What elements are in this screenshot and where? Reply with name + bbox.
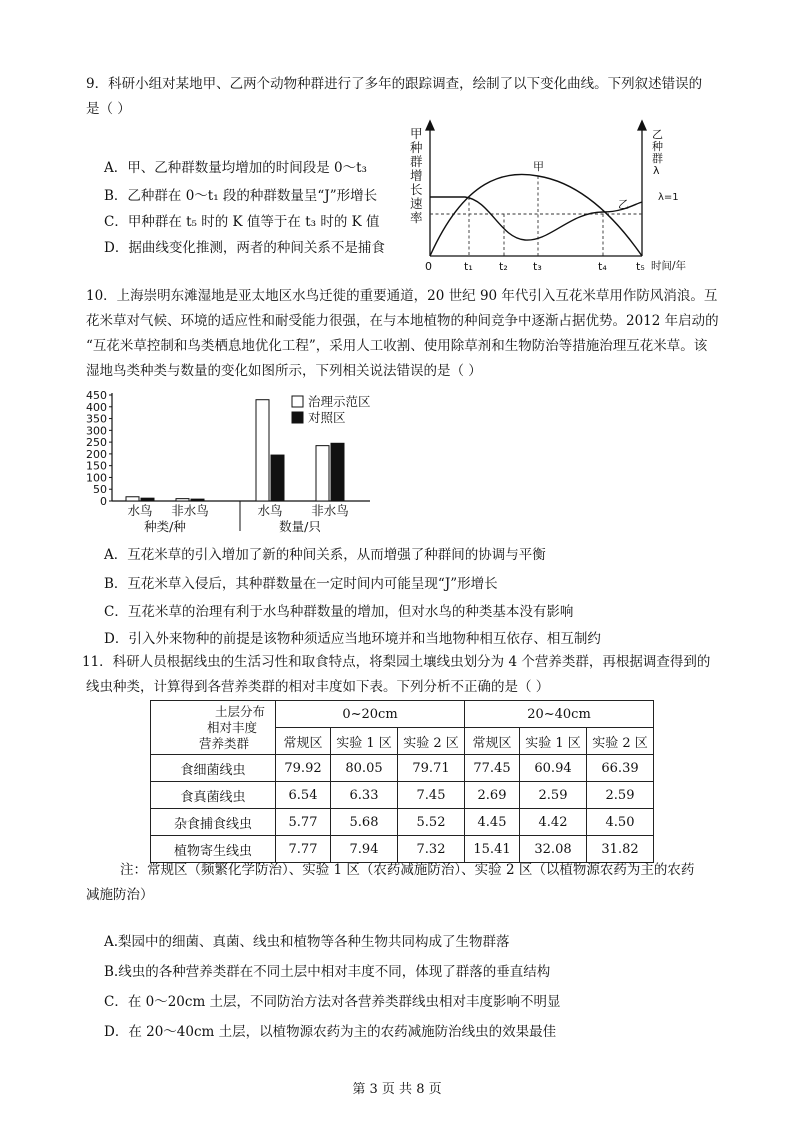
q10-option-a[interactable]: A．互花米草的引入增加了新的种间关系，从而增强了种群间的协调与平衡 (104, 547, 546, 563)
q9-option-b[interactable]: B．乙种群在 0～t₁ 段的种群数量呈“J”形增长 (104, 188, 378, 204)
cell: 4.45 (465, 809, 520, 836)
q9-y-left-label-3: 增 (410, 168, 423, 183)
y-tick-label: 150 (86, 459, 107, 473)
cell: 7.45 (398, 782, 465, 809)
bar-control (191, 499, 204, 501)
q9-curve-chart (405, 118, 705, 278)
q11-stem-line1: 11．科研人员根据线虫的生活习性和取食特点，将梨园土壤线虫划分为 4 个营养类群，再根据调查得到的 (82, 654, 711, 670)
corner-line-1: 土层分布 (214, 703, 265, 719)
cell: 7.77 (276, 836, 331, 863)
cell: 5.52 (398, 809, 465, 836)
page-footer: 第 3 页 共 8 页 (352, 1082, 442, 1097)
q9-y-left-label-6: 率 (410, 210, 423, 225)
legend-swatch (292, 396, 303, 407)
y-tick-label: 50 (93, 483, 107, 497)
x-category-label: 水鸟 (257, 503, 283, 518)
bar-treated (316, 446, 329, 501)
q9-y-left-label-0: 甲 (410, 126, 423, 141)
group-label: 种类/种 (144, 519, 186, 534)
q10-bar-chart (80, 388, 400, 538)
table-row (151, 809, 654, 836)
x-category-label: 水鸟 (127, 503, 153, 518)
q10-option-d[interactable]: D．引入外来物种的前提是该物种须适应当地环境并和当地物种相互依存、相互制约 (104, 631, 601, 647)
bar-treated (176, 499, 189, 501)
table-row (151, 755, 654, 782)
q11-stem-line2: 线虫种类，计算得到各营养类群的相对丰度如下表。下列分析不正确的是（ ） (86, 679, 550, 695)
bar-treated (126, 497, 139, 501)
cell: 31.82 (587, 836, 654, 863)
q9-option-a[interactable]: A．甲、乙种群数量均增加的时间段是 0～t₃ (104, 160, 367, 176)
row-name: 杂食捕食线虫 (151, 809, 276, 836)
legend-label: 对照区 (308, 410, 346, 425)
cell: 7.94 (331, 836, 398, 863)
subcol-5: 实验 2 区 (587, 728, 654, 755)
cell: 5.77 (276, 809, 331, 836)
cell: 60.94 (520, 755, 587, 782)
cell: 66.39 (587, 755, 654, 782)
cell: 2.59 (520, 782, 587, 809)
subcol-2: 实验 2 区 (398, 728, 465, 755)
legend-label: 治理示范区 (308, 394, 371, 409)
x-category-label: 非水鸟 (171, 503, 209, 518)
y-tick-label: 100 (86, 471, 107, 485)
q9-x-tick-t2: t₂ (499, 260, 508, 273)
y-tick-label: 400 (86, 400, 107, 414)
q9-y-left-label-5: 速 (410, 196, 423, 211)
q10-stem-line4: 湿地鸟类种类与数量的变化如图所示，下列相关说法错误的是（ ） (86, 363, 482, 379)
bar-treated (256, 400, 269, 501)
cell: 2.69 (465, 782, 520, 809)
q9-x-tick-t1: t₁ (464, 260, 473, 273)
q9-stem-line2: 是（ ） (86, 101, 131, 117)
bar-control (271, 455, 284, 501)
q9-curve-jia-label: 甲 (533, 160, 544, 173)
q9-x-axis-label: 时间/年 (651, 260, 687, 272)
q9-stem-line1: 9．科研小组对某地甲、乙两个动物种群进行了多年的跟踪调查，绘制了以下变化曲线。下列叙述错误的 (86, 76, 703, 92)
corner-line-3: 营养类群 (198, 735, 249, 751)
x-category-label: 非水鸟 (311, 503, 349, 518)
row-name: 食细菌线虫 (151, 755, 276, 782)
cell: 79.71 (398, 755, 465, 782)
q10-option-b[interactable]: B．互花米草入侵后，其种群数量在一定时间内可能呈现“J”形增长 (104, 576, 498, 592)
layer-header-0-20: 0~20cm (276, 701, 465, 728)
q9-origin: 0 (425, 260, 432, 273)
q10-stem-line2: 花米草对气候、环境的适应性和耐受能力很强，在与本地植物的种间竞争中逐渐占据优势。2012 年启动的 (86, 313, 719, 329)
q9-x-tick-t3: t₃ (533, 260, 542, 273)
y-tick-label: 300 (86, 424, 107, 438)
subcol-3: 常规区 (465, 728, 520, 755)
q10-stem-line1: 10．上海崇明东滩湿地是亚太地区水鸟迁徙的重要通道，20 世纪 90 年代引入互花米草用作防风消浪。互 (86, 288, 718, 304)
cell: 79.92 (276, 755, 331, 782)
q9-y-right-label-2: 群 (652, 152, 663, 165)
y-tick-label: 450 (86, 389, 107, 402)
cell: 2.59 (587, 782, 654, 809)
table-row (151, 782, 654, 809)
q11-data-table (150, 700, 654, 863)
q9-y-left-label-2: 群 (410, 154, 423, 169)
cell: 5.68 (331, 809, 398, 836)
y-tick-label: 350 (86, 412, 107, 426)
corner-line-2: 相对丰度 (206, 719, 257, 735)
q11-option-a[interactable]: A.梨园中的细菌、真菌、线虫和植物等各种生物共同构成了生物群落 (104, 934, 510, 950)
cell: 4.50 (587, 809, 654, 836)
row-name: 植物寄生线虫 (151, 836, 276, 863)
q11-option-c[interactable]: C．在 0～20cm 土层，不同防治方法对各营养类群线虫相对丰度影响不明显 (104, 994, 561, 1010)
q9-x-tick-t4: t₄ (598, 260, 607, 273)
q9-lambda-label: λ=1 (658, 192, 679, 203)
subcol-4: 实验 1 区 (520, 728, 587, 755)
q10-option-c[interactable]: C．互花米草的治理有利于水鸟种群数量的增加，但对水鸟的种类基本没有影响 (104, 604, 574, 620)
cell: 80.05 (331, 755, 398, 782)
cell: 32.08 (520, 836, 587, 863)
q9-curve-jia (430, 174, 642, 256)
q9-right-arrow (638, 121, 646, 130)
q9-x-tick-t5: t₅ (636, 260, 645, 273)
bar-control (141, 498, 154, 501)
cell: 7.32 (398, 836, 465, 863)
cell: 6.33 (331, 782, 398, 809)
q9-left-arrow (426, 121, 434, 130)
subcol-1: 实验 1 区 (331, 728, 398, 755)
row-name: 食真菌线虫 (151, 782, 276, 809)
cell: 4.42 (520, 809, 587, 836)
q11-option-d[interactable]: D．在 20～40cm 土层，以植物源农药为主的农药减施防治线虫的效果最佳 (104, 1024, 557, 1040)
subcol-0: 常规区 (276, 728, 331, 755)
q9-option-d[interactable]: D．据曲线变化推测，两者的种间关系不是捕食 (104, 240, 385, 256)
legend-swatch (292, 412, 303, 423)
cell: 15.41 (465, 836, 520, 863)
q9-y-left-label-4: 长 (410, 182, 423, 197)
y-tick-label: 200 (86, 447, 107, 461)
q9-y-right-label-1: 种 (652, 140, 663, 153)
group-label: 数量/只 (279, 519, 321, 534)
q11-option-b[interactable]: B.线虫的各种营养类群在不同土层中相对丰度不同，体现了群落的垂直结构 (104, 964, 551, 980)
layer-header-20-40: 20~40cm (465, 701, 654, 728)
bar-control (331, 443, 344, 501)
q11-note-line2: 减施防治） (86, 887, 154, 903)
q9-curve-yi-label: 乙 (618, 198, 629, 211)
cell: 77.45 (465, 755, 520, 782)
q9-y-right-label-0: 乙 (652, 128, 663, 141)
q9-y-left-label-1: 种 (410, 140, 423, 155)
q9-y-right-label-3: λ (653, 164, 660, 177)
q11-note-line1: 注：常规区（频繁化学防治）、实验 1 区（农药减施防治）、实验 2 区（以植物源农药为主的农药 (120, 862, 695, 878)
q10-stem-line3: “互花米草控制和鸟类栖息地优化工程”，采用人工收割、使用除草剂和生物防治等措施治理互花米草。该 (86, 338, 708, 354)
y-tick-label: 0 (100, 495, 107, 508)
y-tick-label: 250 (86, 436, 107, 450)
q9-option-c[interactable]: C．甲种群在 t₅ 时的 K 值等于在 t₃ 时的 K 值 (104, 214, 380, 230)
table-corner-header (151, 701, 276, 755)
cell: 6.54 (276, 782, 331, 809)
